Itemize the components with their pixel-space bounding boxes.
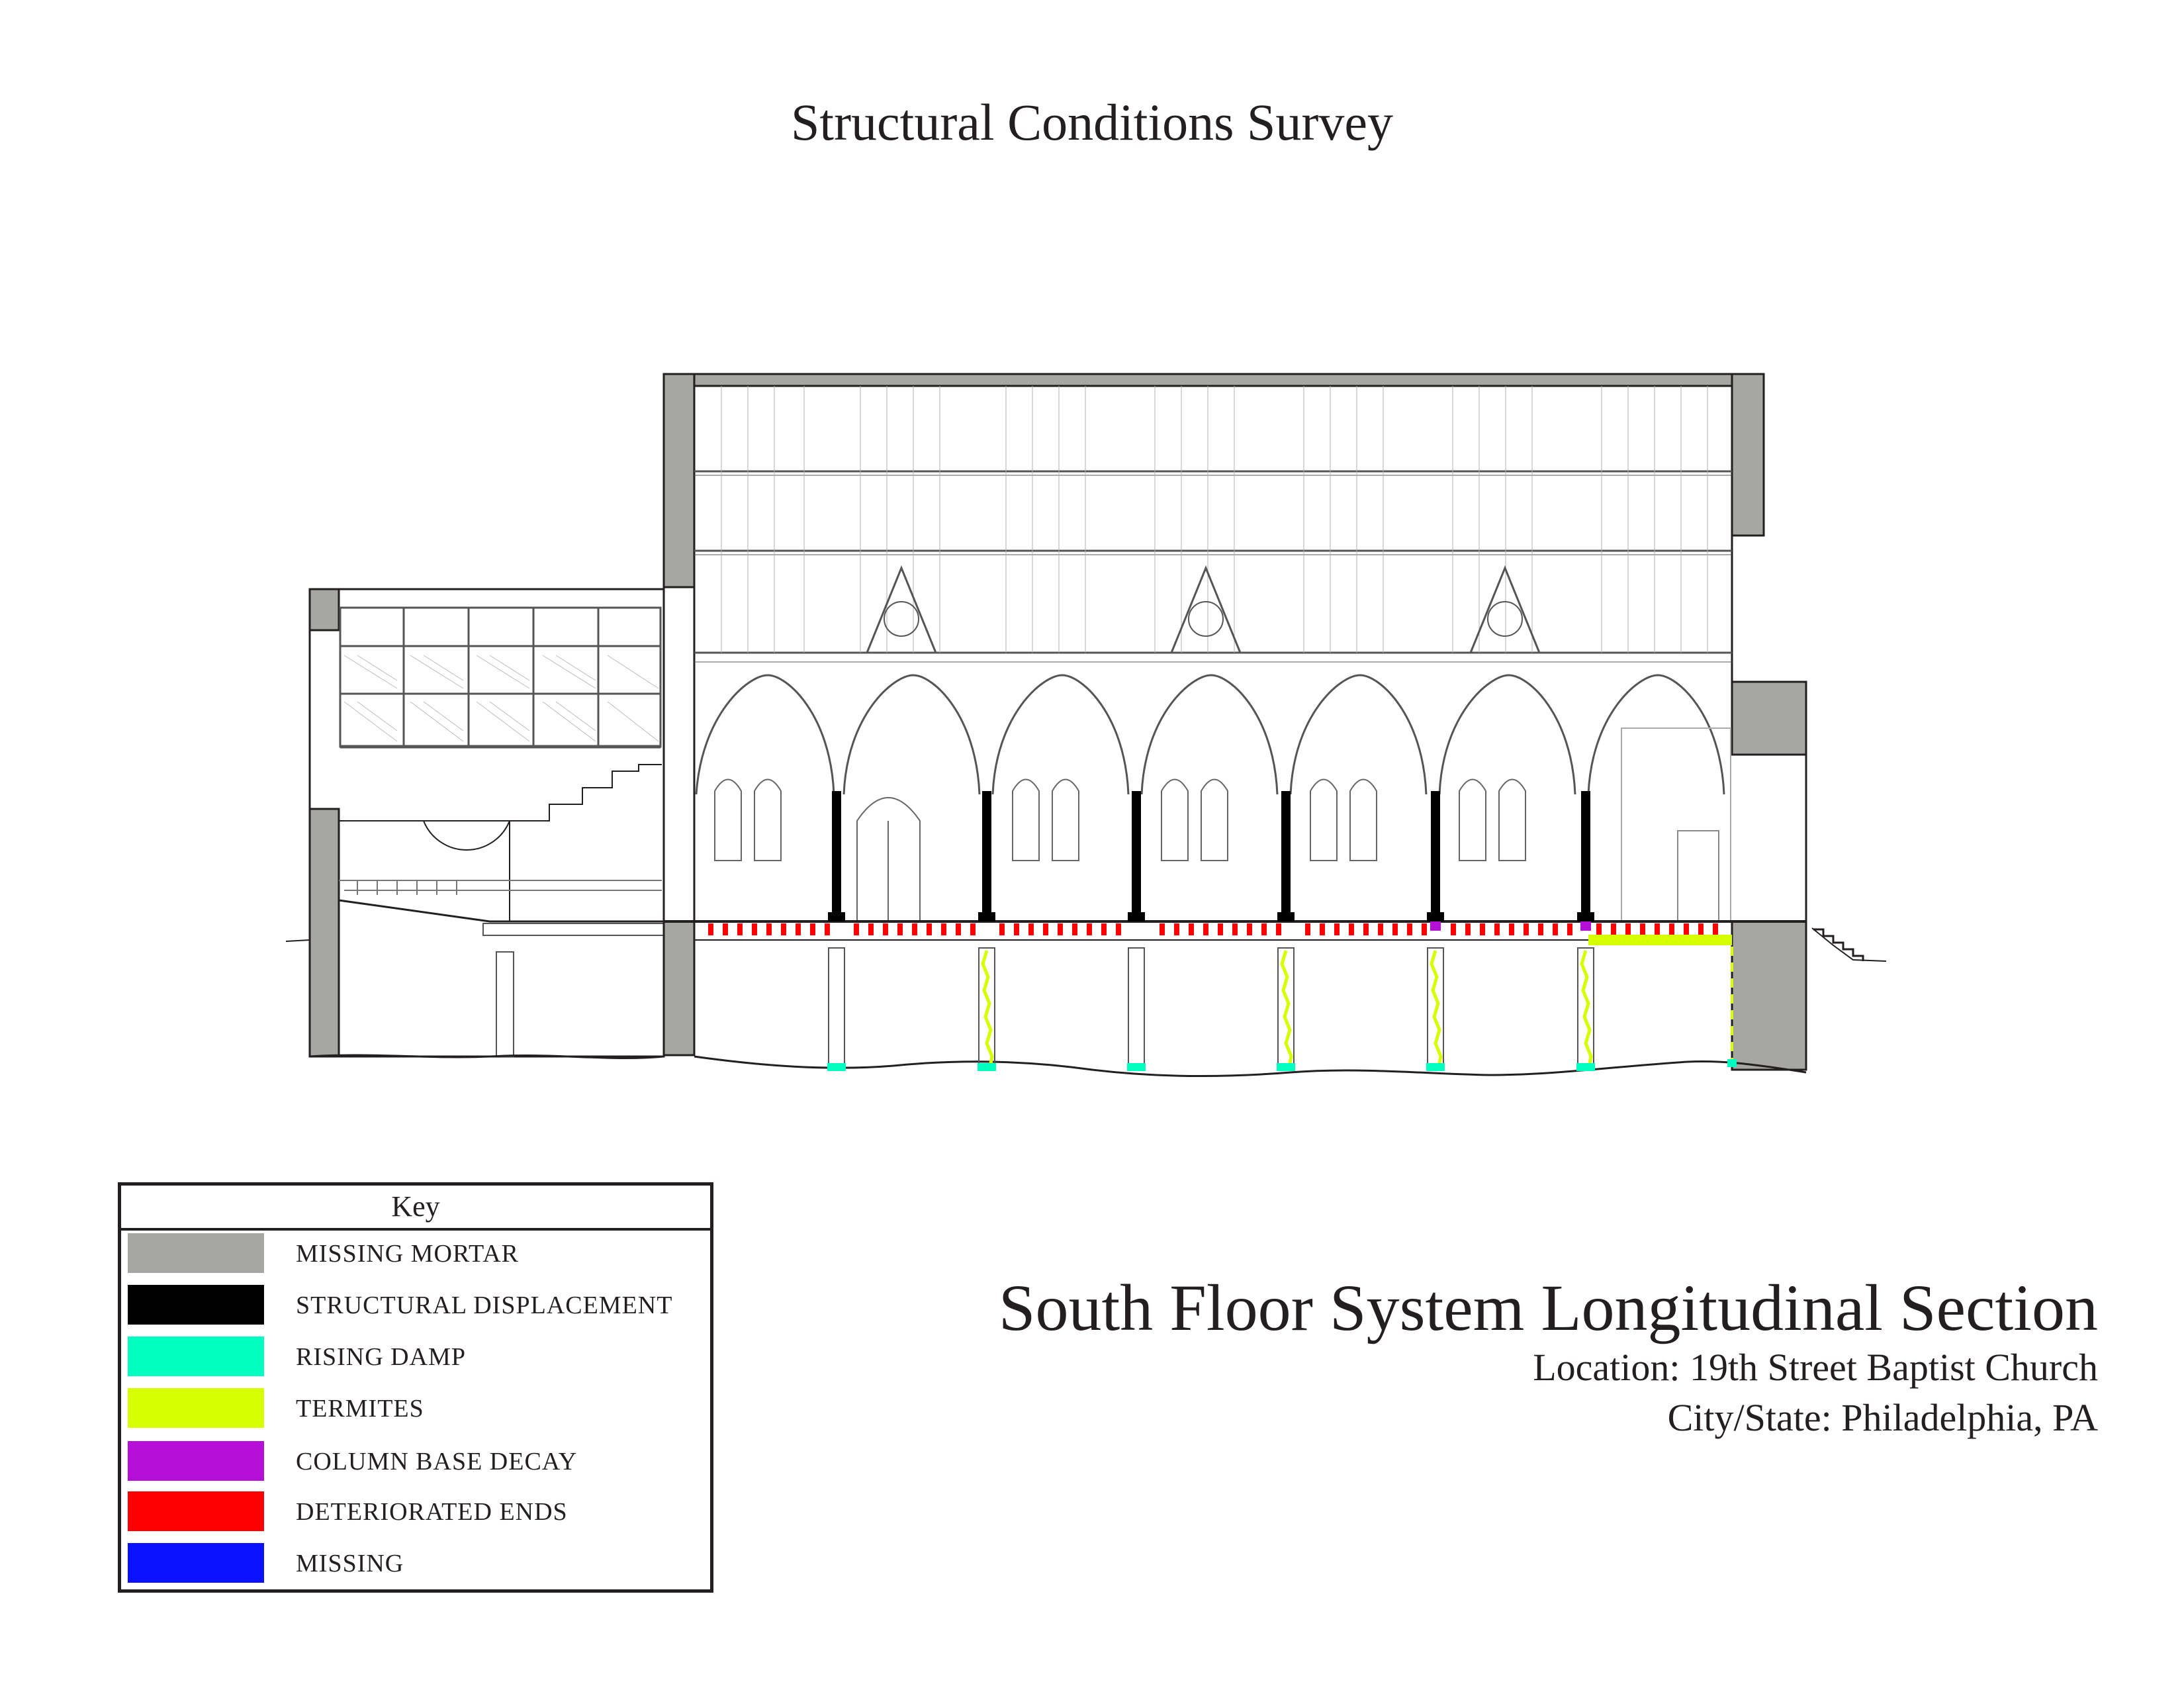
deteriorated-joist-end (810, 923, 815, 935)
termite-damage-trail (1582, 951, 1591, 1070)
deteriorated-joist-end (1480, 923, 1485, 935)
annex-window-hatch (344, 655, 659, 741)
displaced-column (1132, 791, 1141, 921)
section-static (286, 374, 1886, 1076)
deteriorated-joist-end (1698, 923, 1704, 935)
key-swatch (128, 1233, 264, 1273)
column-base (828, 912, 845, 921)
column-base (1427, 912, 1444, 921)
rising-damp-mark (978, 1063, 996, 1071)
key-item-missing-mortar (121, 1229, 710, 1272)
rising-damp-mark (1277, 1063, 1295, 1071)
deteriorated-joist-end (1014, 923, 1019, 935)
column-base (1128, 912, 1145, 921)
annex-stair (510, 765, 662, 821)
deteriorated-joist-end (1465, 923, 1471, 935)
deteriorated-joist-end (1334, 923, 1340, 935)
foundation-pier (1128, 948, 1144, 1066)
displaced-column (1431, 791, 1440, 921)
main-soil-line (694, 1056, 1806, 1076)
key-label: TERMITES (296, 1395, 424, 1423)
gable-ornaments (867, 568, 1539, 653)
key-swatch (128, 1388, 264, 1428)
deteriorated-joist-end (781, 923, 786, 935)
deteriorated-joist-end (1669, 923, 1674, 935)
key-item-termites (121, 1384, 710, 1427)
annex-wall-lower (310, 809, 339, 1056)
deteriorated-joist-end (1101, 923, 1107, 935)
right-doorway (1678, 831, 1719, 921)
annex-window-grid (340, 608, 660, 747)
deteriorated-joist-end (970, 923, 976, 935)
main-wall-left-lower (664, 921, 694, 1055)
key-swatch (128, 1441, 264, 1481)
deteriorated-joist-end (1494, 923, 1500, 935)
deteriorated-joist-end (1116, 923, 1121, 935)
deteriorated-joist-end (1684, 923, 1689, 935)
deteriorated-joist-end (1625, 923, 1631, 935)
key-label: MISSING (296, 1550, 404, 1577)
rising-damp-mark (1727, 1059, 1737, 1067)
deteriorated-joist-end (1655, 923, 1660, 935)
right-partition (1621, 728, 1731, 921)
deteriorated-joist-end (723, 923, 728, 935)
annex-pier (496, 952, 514, 1056)
main-roof-band (664, 374, 1764, 386)
deteriorated-joist-end (1174, 923, 1179, 935)
sheet-title: South Floor System Longitudinal Section (998, 1271, 2098, 1344)
deteriorated-joist-end (1596, 923, 1602, 935)
deteriorated-joist-end (999, 923, 1005, 935)
deteriorated-joist-end (1320, 923, 1325, 935)
deteriorated-joist-end (854, 923, 859, 935)
deteriorated-joist-end (1261, 923, 1267, 935)
deteriorated-joist-end (1189, 923, 1194, 935)
deteriorated-joist-end (1378, 923, 1383, 935)
annex-wall-upper (310, 589, 339, 630)
column-base (1577, 912, 1594, 921)
annex-outline (310, 589, 664, 1056)
termite-damage-trail (1432, 951, 1441, 1070)
key-item-deteriorated-ends (121, 1487, 710, 1530)
deteriorated-joist-end (897, 923, 903, 935)
deteriorated-joist-end (1305, 923, 1310, 935)
annex-balcony-rail (344, 880, 662, 895)
annex-first-floor-band (483, 923, 664, 935)
city-state-text: City/State: Philadelphia, PA (1667, 1396, 2098, 1439)
clerestory-mullions (721, 386, 1707, 653)
main-wall-right-upper (1732, 374, 1764, 536)
key-swatch (128, 1543, 264, 1583)
key-title: Key (121, 1186, 710, 1231)
main-wall-right-annex (1732, 682, 1806, 755)
column-base (978, 912, 995, 921)
key-label: COLUMN BASE DECAY (296, 1448, 578, 1476)
deteriorated-joist-end (1567, 923, 1572, 935)
deteriorated-joist-end (766, 923, 772, 935)
deteriorated-joist-end (1392, 923, 1398, 935)
location-text: Location: 19th Street Baptist Church (1533, 1346, 2098, 1389)
deteriorated-joist-end (1407, 923, 1412, 935)
key-item-structural-displacement (121, 1281, 710, 1323)
deteriorated-joist-end (1160, 923, 1165, 935)
rising-damp-mark (1426, 1063, 1445, 1071)
deteriorated-joist-end (1072, 923, 1077, 935)
deteriorated-joist-end (1509, 923, 1514, 935)
deteriorated-joist-end (1247, 923, 1252, 935)
termite-damage-trail (983, 951, 992, 1070)
deteriorated-joist-end (941, 923, 946, 935)
page-title: Structural Conditions Survey (791, 93, 1393, 151)
displaced-column (982, 791, 991, 921)
deteriorated-joist-end (883, 923, 888, 935)
rising-damp-mark (1576, 1063, 1595, 1071)
rising-damp-mark (827, 1063, 846, 1071)
key-label: MISSING MORTAR (296, 1240, 519, 1268)
deteriorated-joist-end (1451, 923, 1456, 935)
deteriorated-joist-end (912, 923, 917, 935)
deteriorated-joist-end (1640, 923, 1645, 935)
deteriorated-joist-end (1422, 923, 1427, 935)
key-label: RISING DAMP (296, 1343, 466, 1371)
key-item-missing (121, 1539, 710, 1581)
deteriorated-joist-end (1232, 923, 1238, 935)
deteriorated-joist-end (1363, 923, 1369, 935)
deteriorated-joist-end (956, 923, 961, 935)
column-base (1277, 912, 1295, 921)
rising-damp-mark (1127, 1063, 1146, 1071)
column-base-decay-mark (1430, 921, 1441, 931)
deteriorated-joist-end (1028, 923, 1034, 935)
clerestory-grid (694, 471, 1732, 662)
deteriorated-joist-end (708, 923, 713, 935)
deteriorated-joist-end (1524, 923, 1529, 935)
deteriorated-joist-end (1611, 923, 1616, 935)
displaced-column (1581, 791, 1590, 921)
annex-curve (424, 821, 510, 850)
arched-doorway (857, 798, 920, 921)
column-base-decay-mark (1580, 921, 1591, 931)
deteriorated-joist-end (927, 923, 932, 935)
key-label: DETERIORATED ENDS (296, 1498, 568, 1526)
annex-interior-line (339, 821, 510, 921)
deteriorated-joist-end (1553, 923, 1558, 935)
key-swatch (128, 1336, 264, 1376)
deteriorated-joist-end (1058, 923, 1063, 935)
key-item-rising-damp (121, 1333, 710, 1375)
deteriorated-joist-end (1087, 923, 1092, 935)
deteriorated-joist-end (1203, 923, 1208, 935)
deteriorated-joist-end (796, 923, 801, 935)
key-label: STRUCTURAL DISPLACEMENT (296, 1291, 673, 1319)
termite-damaged-beam (1588, 935, 1732, 945)
deteriorated-joist-end (737, 923, 743, 935)
main-wall-right-lower (1732, 921, 1806, 1070)
key-swatch (128, 1285, 264, 1325)
main-wall-left-upper (664, 374, 694, 587)
displaced-column (832, 791, 841, 921)
annex-sloped-floor (339, 900, 664, 921)
deteriorated-joist-end (752, 923, 757, 935)
deteriorated-joist-end (1043, 923, 1048, 935)
key-item-column-base-decay (121, 1437, 710, 1479)
foundation-pier (829, 948, 844, 1066)
arcade-arches (696, 675, 1724, 794)
exterior-steps (1813, 929, 1863, 961)
deteriorated-joist-end (1713, 923, 1718, 935)
displaced-column (1281, 791, 1291, 921)
deteriorated-joist-end (825, 923, 830, 935)
termite-damage-trail (1282, 951, 1291, 1070)
key-legend (118, 1182, 713, 1593)
deteriorated-joist-end (1538, 923, 1543, 935)
ground-line-left (286, 940, 310, 941)
deteriorated-joist-end (1349, 923, 1354, 935)
key-swatch (128, 1491, 264, 1531)
deteriorated-joist-end (1218, 923, 1223, 935)
deteriorated-joist-end (868, 923, 874, 935)
deteriorated-joist-end (1276, 923, 1281, 935)
